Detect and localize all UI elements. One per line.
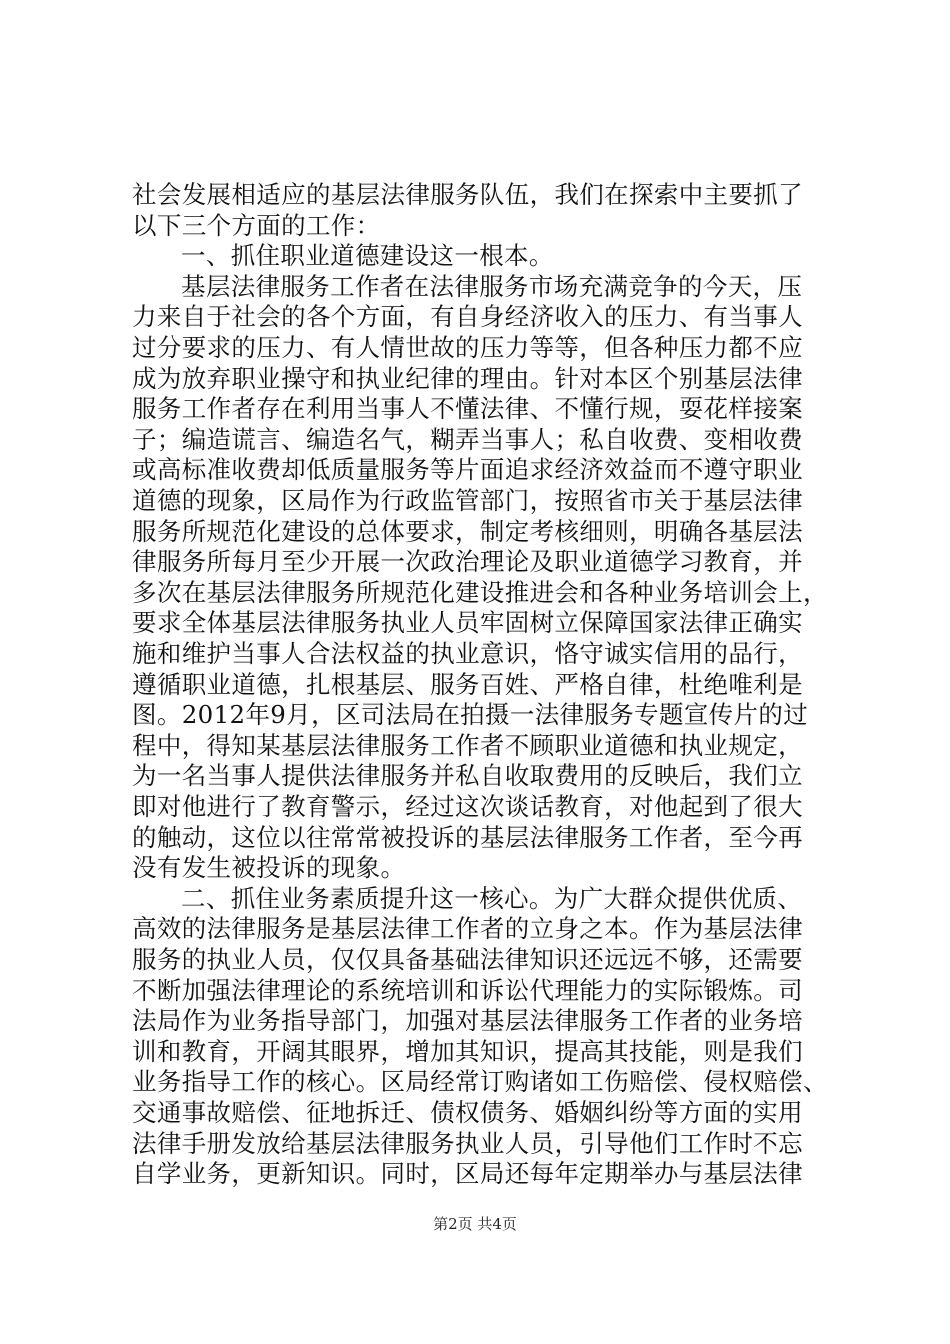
body-text-line: 多次在基层法律服务所规范化建设推进会和各种业务培训会上， [132, 577, 828, 607]
body-text-line: 施和维护当事人合法权益的执业意识，恪守诚实信用的品行， [132, 639, 803, 668]
body-text-line: 社会发展相适应的基层法律服务队伍，我们在探索中主要抓了 [132, 180, 803, 209]
body-text-line: 法律手册发放给基层法律服务执业人员，引导他们工作时不忘 [132, 1128, 803, 1158]
body-text-line: 道德的现象，区局作为行政监管部门，按照省市关于基层法律 [132, 486, 803, 515]
body-text-line: 子；编造谎言、编造名气，糊弄当事人；私自收费、变相收费 [132, 424, 803, 454]
body-text-line: 不断加强法律理论的系统培训和诉讼代理能力的实际锻炼。司 [132, 975, 803, 1005]
body-text-line: 以下三个方面的工作： [132, 210, 381, 240]
body-text-line: 交通事故赔偿、征地拆迁、债权债务、婚姻纠纷等方面的实用 [132, 1098, 803, 1127]
body-text-line: 业务指导工作的核心。区局经常订购诸如工伤赔偿、侵权赔偿、 [132, 1067, 828, 1097]
body-text-line: 或高标准收费却低质量服务等片面追求经济效益而不遵守职业 [132, 455, 803, 485]
body-text-line: 成为放弃职业操守和执业纪律的理由。针对本区个别基层法律 [132, 363, 803, 393]
body-text-line: 法局作为业务指导部门，加强对基层法律服务工作者的业务培 [132, 1006, 803, 1036]
body-text-line: 律服务所每月至少开展一次政治理论及职业道德学习教育，并 [132, 547, 803, 577]
body-text-line: 力来自于社会的各个方面，有自身经济收入的压力、有当事人 [132, 302, 803, 332]
body-text-line: 服务所规范化建设的总体要求，制定考核细则，明确各基层法 [132, 516, 803, 546]
body-text-line: 训和教育，开阔其眼界，增加其知识，提高其技能，则是我们 [132, 1036, 803, 1066]
body-text-line: 没有发生被投诉的现象。 [132, 853, 406, 883]
body-text-line: 服务工作者存在利用当事人不懂法律、不懂行规，耍花样接案 [132, 394, 803, 424]
body-text-line: 图。2012年9月，区司法局在拍摄一法律服务专题宣传片的过 [132, 700, 809, 730]
section-heading-1: 一、抓住职业道德建设这一根本。 [181, 241, 554, 271]
page-number: 第2页 共4页 [433, 1215, 517, 1233]
body-text-line: 要求全体基层法律服务执业人员牢固树立保障国家法律正确实 [132, 608, 803, 638]
body-text-line: 为一名当事人提供法律服务并私自收取费用的反映后，我们立 [132, 761, 803, 791]
body-text-line: 的触动，这位以往常常被投诉的基层法律服务工作者，至今再 [132, 822, 803, 852]
body-text-line: 过分要求的压力、有人情世故的压力等等，但各种压力都不应 [132, 333, 803, 362]
body-text-line: 服务的执业人员，仅仅具备基础法律知识还远远不够，还需要 [132, 945, 803, 974]
body-text-line: 自学业务，更新知识。同时，区局还每年定期举办与基层法律 [132, 1159, 803, 1189]
body-text-line: 基层法律服务工作者在法律服务市场充满竞争的今天，压 [181, 271, 803, 301]
section-heading-2: 二、抓住业务素质提升这一核心。为广大群众提供优质、 [181, 883, 803, 913]
body-text-line: 程中，得知某基层法律服务工作者不顾职业道德和执业规定， [132, 730, 803, 760]
body-text-line: 遵循职业道德，扎根基层、服务百姓、严格自律，杜绝唯利是 [132, 669, 803, 699]
body-text-line: 高效的法律服务是基层法律工作者的立身之本。作为基层法律 [132, 914, 803, 944]
body-text-line: 即对他进行了教育警示，经过这次谈话教育，对他起到了很大 [132, 792, 803, 821]
